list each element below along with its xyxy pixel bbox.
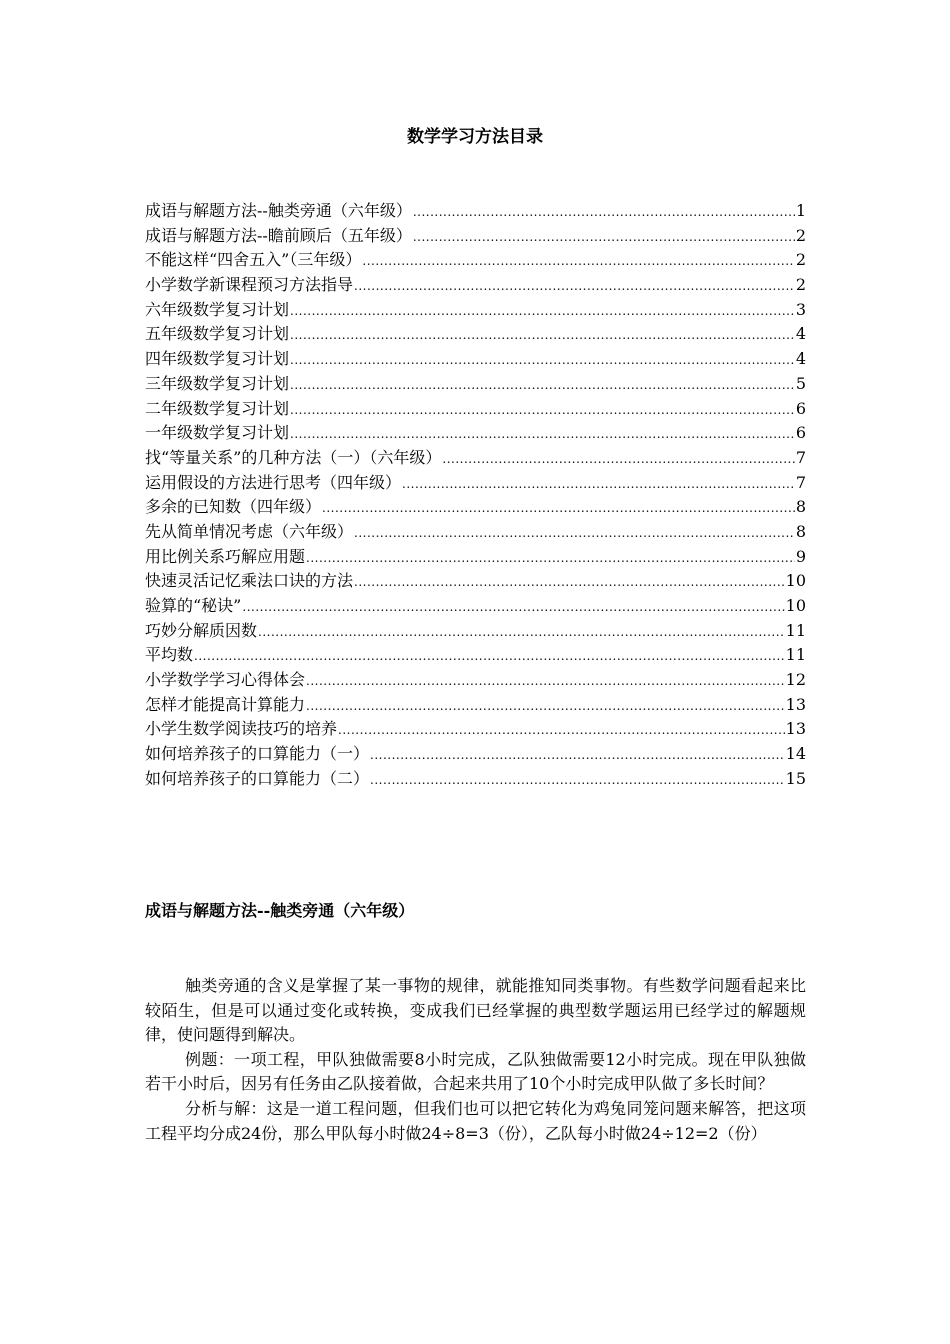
toc-dot-leader [338, 718, 785, 743]
toc-page-number: 10 [785, 596, 806, 615]
toc-entry-title: 成语与解题方法--瞻前顾后（五年级） [145, 225, 412, 245]
toc-dot-leader [258, 620, 785, 645]
toc-entry-title: 用比例关系巧解应用题 [145, 546, 306, 566]
toc-entry[interactable] [145, 693, 806, 718]
toc-entry[interactable] [145, 569, 806, 594]
toc-dot-leader [354, 521, 795, 546]
toc-entry-title: 巧妙分解质因数 [145, 620, 258, 640]
toc-page-number: 2 [795, 275, 806, 295]
toc-entry-title: 怎样才能提高计算能力 [145, 694, 306, 714]
toc-entry[interactable] [145, 767, 806, 792]
toc-entry-title: 二年级数学复习计划 [145, 398, 290, 418]
toc-entry[interactable] [145, 668, 806, 693]
toc-entry[interactable] [145, 446, 806, 471]
toc-dot-leader [354, 570, 785, 595]
toc-page-number: 15 [785, 768, 806, 788]
section-heading: 成语与解题方法--触类旁通（六年级） [145, 901, 415, 920]
toc-page-number: 5 [795, 373, 806, 393]
toc-page-number: 7 [795, 472, 806, 492]
paragraph-analysis: 分析与解：这是一道工程问题，但我们也可以把它转化为鸡兔同笼问题来解答，把这项工程平均分成24份，那么甲队每小时做24÷8=3（份），乙队每小时做24÷12=2（份） [145, 1098, 806, 1143]
toc-page-number: 11 [785, 620, 806, 640]
toc-entry-title: 成语与解题方法--触类旁通（六年级） [145, 201, 412, 220]
toc-entry-title: 小学生数学阅读技巧的培养 [145, 719, 338, 739]
toc-entry-title: 三年级数学复习计划 [145, 373, 290, 393]
toc-page-number: 6 [795, 398, 806, 418]
toc-entry-title: 小学数学新课程预习方法指导 [145, 275, 354, 295]
toc-entry-title: 如何培养孩子的口算能力（二） [145, 768, 370, 788]
toc-entry-title: 如何培养孩子的口算能力（一） [145, 744, 370, 764]
toc-dot-leader [306, 669, 785, 694]
toc-dot-leader [442, 447, 794, 472]
toc-entry-title: 一年级数学复习计划 [145, 423, 290, 443]
toc-dot-leader [242, 595, 784, 620]
toc-dot-leader [290, 348, 795, 373]
toc-page-number: 9 [795, 546, 806, 566]
toc-dot-leader [290, 323, 795, 348]
toc-entry-title: 快速灵活记忆乘法口诀的方法 [145, 571, 354, 591]
toc-entry-title: 运用假设的方法进行思考（四年级） [145, 472, 402, 492]
toc-entry[interactable] [145, 594, 806, 619]
toc-entry[interactable] [145, 248, 806, 273]
toc-entry[interactable] [145, 471, 806, 496]
toc-page-number: 11 [785, 645, 806, 665]
toc-dot-leader [413, 225, 795, 250]
paragraph-intro: 触类旁通的含义是掌握了某一事物的规律，就能推知同类事物。有些数学问题看起来比较陌生，但是可以通过变化或转换，变成我们已经掌握的典型数学题运用已经学过的解题规律，使问题得到解决。 [145, 976, 806, 1045]
toc-dot-leader [290, 373, 795, 398]
toc-dot-leader [402, 472, 795, 497]
toc-entry-title: 小学数学学习心得体会 [145, 670, 306, 690]
toc-dot-leader [370, 768, 785, 793]
toc-entry[interactable] [145, 273, 806, 298]
toc-entry-title: 五年级数学复习计划 [145, 324, 290, 344]
toc-entry[interactable] [145, 224, 806, 249]
toc-dot-leader [362, 249, 794, 274]
toc-dot-leader [194, 644, 785, 669]
toc-dot-leader [354, 274, 795, 299]
toc-entry[interactable] [145, 545, 806, 570]
toc-dot-leader [413, 200, 795, 225]
toc-entry[interactable] [145, 298, 806, 323]
toc-page-number: 2 [795, 225, 806, 245]
toc-dot-leader [306, 694, 785, 719]
toc-entry[interactable] [145, 199, 806, 224]
toc-entry-title: 先从简单情况考虑（六年级） [145, 521, 354, 541]
toc-entry[interactable] [145, 495, 806, 520]
toc-dot-leader [306, 546, 795, 571]
toc-page-number: 4 [795, 349, 806, 369]
toc-entry[interactable] [145, 643, 806, 668]
toc-page-number: 13 [785, 694, 806, 714]
toc-entry[interactable] [145, 742, 806, 767]
toc-page-number: 8 [795, 497, 806, 517]
toc-entry[interactable] [145, 421, 806, 446]
toc-title: 数学学习方法目录 [407, 127, 543, 147]
section-body [145, 974, 806, 1146]
toc-dot-leader [322, 496, 795, 521]
toc-entry-title: 多余的已知数（四年级） [145, 497, 322, 517]
toc-entry-title: 六年级数学复习计划 [145, 299, 290, 319]
table-of-contents [145, 199, 806, 792]
toc-page-number: 3 [795, 299, 806, 319]
toc-entry-title: 不能这样“四舍五入”（三年级） [145, 250, 362, 270]
toc-page-number: 2 [795, 250, 806, 270]
toc-entry[interactable] [145, 347, 806, 372]
toc-page-number: 7 [795, 447, 806, 467]
toc-page-number: 13 [785, 719, 806, 739]
toc-entry-title: 找“等量关系”的几种方法（一）（六年级） [145, 447, 442, 467]
toc-entry[interactable] [145, 397, 806, 422]
toc-dot-leader [370, 743, 785, 768]
toc-entry[interactable] [145, 619, 806, 644]
toc-page-number: 12 [785, 670, 806, 690]
toc-dot-leader [290, 299, 795, 324]
toc-entry[interactable] [145, 372, 806, 397]
toc-entry-title: 平均数 [145, 645, 194, 665]
toc-page-number: 14 [785, 744, 806, 764]
toc-page-number: 8 [795, 521, 806, 541]
toc-entry-title: 验算的“秘诀” [145, 596, 242, 615]
toc-dot-leader [290, 422, 795, 447]
toc-page-number: 6 [795, 423, 806, 443]
toc-page-number: 10 [785, 571, 806, 591]
toc-entry-title: 四年级数学复习计划 [145, 349, 290, 369]
toc-entry[interactable] [145, 322, 806, 347]
paragraph-example: 例题：一项工程，甲队独做需要8小时完成，乙队独做需要12小时完成。现在甲队独做若干小时后，因另有任务由乙队接着做，合起来共用了10个小时完成甲队做了多长时间？ [145, 1049, 806, 1094]
toc-entry[interactable] [145, 717, 806, 742]
toc-entry[interactable] [145, 520, 806, 545]
toc-page-number: 1 [795, 201, 806, 220]
toc-dot-leader [290, 398, 795, 423]
toc-page-number: 4 [795, 324, 806, 344]
